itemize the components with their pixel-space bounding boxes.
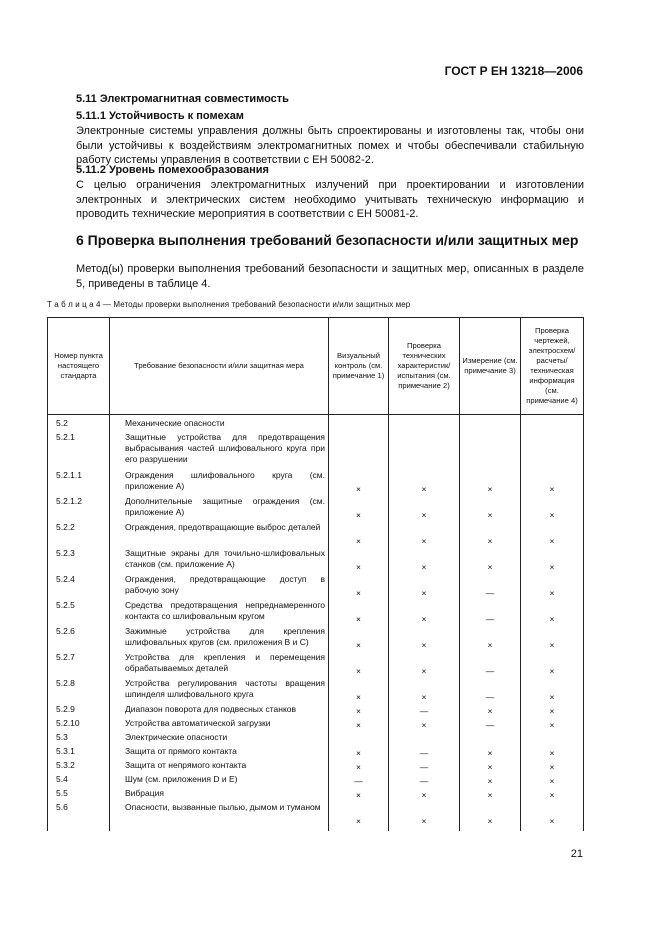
- requirement-cell: Вибрация: [110, 788, 329, 802]
- drawing-check-cell: ×: [521, 496, 584, 522]
- spec-check-cell: ×: [389, 788, 460, 802]
- verification-methods-table: [47, 317, 584, 831]
- drawing-check-cell: ×: [521, 774, 584, 788]
- requirement-cell: Устройства для крепления и перемещения обрабатываемых деталей: [110, 652, 329, 678]
- table-row: [48, 704, 584, 718]
- table-row: [48, 732, 584, 746]
- visual-check-cell: ×: [329, 652, 389, 678]
- table-row: [48, 760, 584, 774]
- drawing-check-cell: [521, 432, 584, 470]
- clause-number-cell: 5.5: [48, 788, 110, 802]
- table-row: [48, 802, 584, 831]
- table-caption: Т а б л и ц а 4 — Методы проверки выполнения требований безопасности и/или защитных мер: [47, 300, 411, 309]
- visual-check-cell: ×: [329, 574, 389, 600]
- visual-check-cell: ×: [329, 802, 389, 831]
- spec-check-cell: ×: [389, 802, 460, 831]
- clause-number-cell: 5.2.8: [48, 678, 110, 704]
- clause-number-cell: 5.2.10: [48, 718, 110, 732]
- visual-check-cell: ×: [329, 678, 389, 704]
- measurement-cell: ×: [460, 774, 521, 788]
- clause-number-cell: 5.3.1: [48, 746, 110, 760]
- measurement-cell: —: [460, 600, 521, 626]
- spec-check-cell: —: [389, 704, 460, 718]
- section-5-11-2-title: 5.11.2 Уровень помехообразования: [76, 164, 269, 176]
- measurement-cell: —: [460, 718, 521, 732]
- table-row: [48, 626, 584, 652]
- header-spec-check: Проверка технических характеристик/ испытания (см. примечание 2): [389, 318, 460, 415]
- requirement-cell: Электрические опасности: [110, 732, 329, 746]
- requirement-cell: Шум (см. приложения D и Е): [110, 774, 329, 788]
- visual-check-cell: ×: [329, 626, 389, 652]
- spec-check-cell: ×: [389, 496, 460, 522]
- drawing-check-cell: ×: [521, 788, 584, 802]
- standard-header: ГОСТ Р ЕН 13218—2006: [444, 64, 583, 78]
- measurement-cell: —: [460, 574, 521, 600]
- requirement-cell: Дополнительные защитные ограждения (см. приложение А): [110, 496, 329, 522]
- requirement-cell: Ограждения, предотвращающие доступ в рабочую зону: [110, 574, 329, 600]
- requirement-cell: Диапазон поворота для подвесных станков: [110, 704, 329, 718]
- visual-check-cell: [329, 415, 389, 433]
- clause-number-cell: 5.2.3: [48, 548, 110, 574]
- header-requirement: Требование безопасности и/или защитная мера: [110, 318, 329, 415]
- spec-check-cell: [389, 732, 460, 746]
- measurement-cell: ×: [460, 802, 521, 831]
- drawing-check-cell: ×: [521, 470, 584, 496]
- drawing-check-cell: ×: [521, 718, 584, 732]
- page-number: 21: [570, 848, 583, 860]
- clause-number-cell: 5.2.1: [48, 432, 110, 470]
- measurement-cell: —: [460, 678, 521, 704]
- clause-number-cell: 5.2.6: [48, 626, 110, 652]
- section-5-11-1-text: Электронные системы управления должны быть спроектированы и изготовлены так, чтобы они были устойчивы к воздействиям электромагнитных помех и чтобы обеспечивали стабильную работу системы управления в соответствии с ЕН 50082-2.: [76, 125, 584, 166]
- requirement-cell: Устройства автоматической загрузки: [110, 718, 329, 732]
- drawing-check-cell: ×: [521, 626, 584, 652]
- measurement-cell: ×: [460, 496, 521, 522]
- drawing-check-cell: ×: [521, 548, 584, 574]
- table-row: [48, 415, 584, 433]
- drawing-check-cell: ×: [521, 574, 584, 600]
- clause-number-cell: 5.2.7: [48, 652, 110, 678]
- requirement-cell: Устройства регулирования частоты вращения шпинделя шлифовального круга: [110, 678, 329, 704]
- table-row: [48, 788, 584, 802]
- clause-number-cell: 5.6: [48, 802, 110, 831]
- spec-check-cell: ×: [389, 652, 460, 678]
- visual-check-cell: ×: [329, 704, 389, 718]
- requirement-cell: Опасности, вызванные пылью, дымом и туманом: [110, 802, 329, 831]
- spec-check-cell: ×: [389, 470, 460, 496]
- spec-check-cell: —: [389, 746, 460, 760]
- measurement-cell: [460, 732, 521, 746]
- measurement-cell: ×: [460, 470, 521, 496]
- section-5-11-1-title: 5.11.1 Устойчивость к помехам: [76, 110, 244, 122]
- table-row: [48, 522, 584, 548]
- requirement-cell: Защитные экраны для точильно-шлифовальных станков (см. приложение А): [110, 548, 329, 574]
- requirement-cell: Ограждения шлифовального круга (см. приложение А): [110, 470, 329, 496]
- drawing-check-cell: ×: [521, 678, 584, 704]
- drawing-check-cell: ×: [521, 522, 584, 548]
- visual-check-cell: ×: [329, 496, 389, 522]
- clause-number-cell: 5.2.5: [48, 600, 110, 626]
- measurement-cell: ×: [460, 548, 521, 574]
- table-row: [48, 574, 584, 600]
- visual-check-cell: ×: [329, 746, 389, 760]
- visual-check-cell: ×: [329, 760, 389, 774]
- spec-check-cell: —: [389, 760, 460, 774]
- spec-check-cell: ×: [389, 600, 460, 626]
- clause-number-cell: 5.2.1.2: [48, 496, 110, 522]
- header-drawing-check: Проверка чертежей, электросхем/ расчеты/ техническая информация (см. примечание 4): [521, 318, 584, 415]
- drawing-check-cell: [521, 415, 584, 433]
- spec-check-cell: ×: [389, 718, 460, 732]
- table-header-row: [48, 318, 584, 415]
- requirement-cell: Зажимные устройства для крепления шлифовальных кругов (см. приложения В и С): [110, 626, 329, 652]
- header-clause-number: Номер пункта настоящего стандарта: [48, 318, 110, 415]
- section-5-11-title: 5.11 Электромагнитная совместимость: [76, 93, 289, 105]
- requirement-cell: Защита от прямого контакта: [110, 746, 329, 760]
- table-row: [48, 432, 584, 470]
- measurement-cell: ×: [460, 788, 521, 802]
- requirement-cell: Защитные устройства для предотвращения выбрасывания частей шлифовального круга при его разрушении: [110, 432, 329, 470]
- spec-check-cell: [389, 432, 460, 470]
- measurement-cell: ×: [460, 522, 521, 548]
- measurement-cell: ×: [460, 746, 521, 760]
- table-row: [48, 746, 584, 760]
- spec-check-cell: ×: [389, 522, 460, 548]
- header-measurement: Измерение (см. примечание 3): [460, 318, 521, 415]
- table-row: [48, 470, 584, 496]
- clause-number-cell: 5.2.9: [48, 704, 110, 718]
- section-6-text: Метод(ы) проверки выполнения требований безопасности и защитных мер, описанных в разделе 5, приведены в таблице 4.: [76, 263, 584, 290]
- drawing-check-cell: ×: [521, 746, 584, 760]
- measurement-cell: [460, 432, 521, 470]
- visual-check-cell: [329, 732, 389, 746]
- table-row: [48, 678, 584, 704]
- table-row: [48, 600, 584, 626]
- drawing-check-cell: ×: [521, 652, 584, 678]
- visual-check-cell: [329, 432, 389, 470]
- clause-number-cell: 5.2.1.1: [48, 470, 110, 496]
- drawing-check-cell: ×: [521, 704, 584, 718]
- visual-check-cell: —: [329, 774, 389, 788]
- measurement-cell: —: [460, 652, 521, 678]
- measurement-cell: ×: [460, 626, 521, 652]
- visual-check-cell: ×: [329, 788, 389, 802]
- drawing-check-cell: ×: [521, 802, 584, 831]
- clause-number-cell: 5.2: [48, 415, 110, 433]
- visual-check-cell: ×: [329, 600, 389, 626]
- requirement-cell: Ограждения, предотвращающие выброс деталей: [110, 522, 329, 548]
- spec-check-cell: ×: [389, 678, 460, 704]
- clause-number-cell: 5.2.2: [48, 522, 110, 548]
- requirement-cell: Защита от непрямого контакта: [110, 760, 329, 774]
- visual-check-cell: ×: [329, 718, 389, 732]
- spec-check-cell: [389, 415, 460, 433]
- table-row: [48, 718, 584, 732]
- drawing-check-cell: [521, 732, 584, 746]
- header-visual-check: Визуальный контроль (см. примечание 1): [329, 318, 389, 415]
- table-row: [48, 496, 584, 522]
- section-5-11-2-text: С целью ограничения электромагнитных излучений при проектировании и изготовлении электронных и электрических систем необходимо учитывать техническую информацию и проводить технические мероприятия в соответствии с ЕН 50081-2.: [76, 179, 584, 220]
- requirement-cell: Средства предотвращения непреднамеренного контакта со шлифовальным кругом: [110, 600, 329, 626]
- visual-check-cell: ×: [329, 548, 389, 574]
- spec-check-cell: ×: [389, 626, 460, 652]
- clause-number-cell: 5.2.4: [48, 574, 110, 600]
- drawing-check-cell: ×: [521, 600, 584, 626]
- clause-number-cell: 5.3: [48, 732, 110, 746]
- visual-check-cell: ×: [329, 522, 389, 548]
- section-6-title: 6 Проверка выполнения требований безопасности и/или защитных мер: [76, 232, 579, 248]
- spec-check-cell: —: [389, 774, 460, 788]
- spec-check-cell: ×: [389, 548, 460, 574]
- visual-check-cell: ×: [329, 470, 389, 496]
- clause-number-cell: 5.3.2: [48, 760, 110, 774]
- spec-check-cell: ×: [389, 574, 460, 600]
- requirement-cell: Механические опасности: [110, 415, 329, 433]
- measurement-cell: ×: [460, 704, 521, 718]
- clause-number-cell: 5.4: [48, 774, 110, 788]
- table-row: [48, 652, 584, 678]
- measurement-cell: ×: [460, 760, 521, 774]
- table-row: [48, 774, 584, 788]
- measurement-cell: [460, 415, 521, 433]
- drawing-check-cell: ×: [521, 760, 584, 774]
- table-row: [48, 548, 584, 574]
